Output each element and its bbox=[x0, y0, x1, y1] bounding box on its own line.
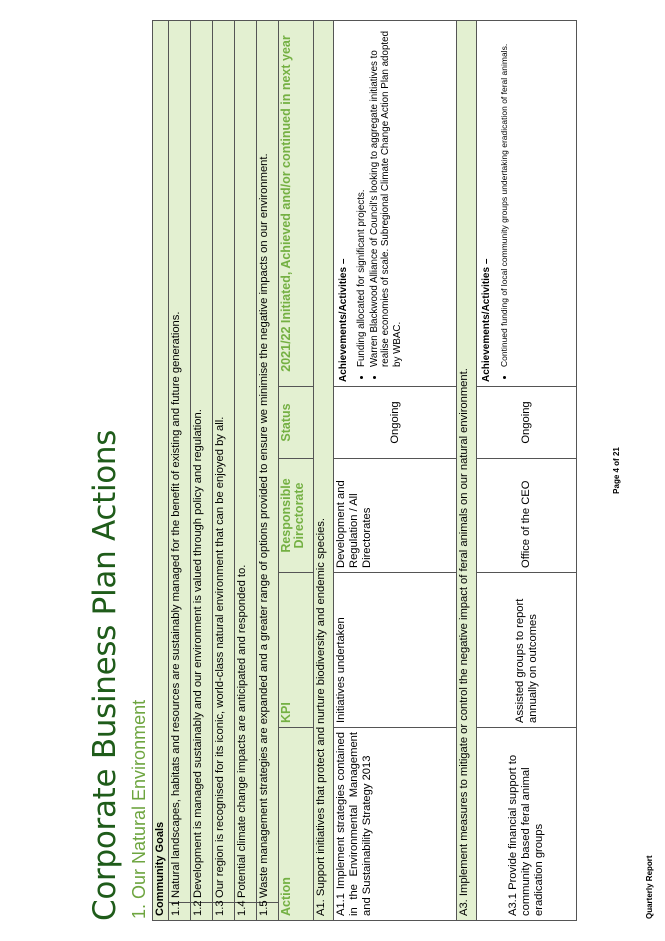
section-heading: A3. Implement measures to mitigate or control the negative impact of feral animals on our natural environment. bbox=[457, 21, 477, 921]
action-cell: A1.1 Implement strategies contained in the Environmental Management and Sustainability Strategy 2013 bbox=[334, 728, 457, 921]
achievements-title: Achievements/Activities – bbox=[481, 258, 492, 382]
list-item: • Continued funding of local community groups undertaking eradication of feral animals. bbox=[499, 25, 510, 367]
goal-number: 1.1 bbox=[169, 903, 191, 921]
header-achieved: 2021/22 Initiated, Achieved and/or continued in next year bbox=[279, 21, 314, 387]
goal-row bbox=[257, 21, 279, 921]
achievements-cell bbox=[477, 21, 577, 387]
achievements-list bbox=[499, 25, 510, 382]
section-heading-row bbox=[314, 21, 334, 921]
goal-number: 1.2 bbox=[191, 903, 213, 921]
goal-number: 1.3 bbox=[213, 903, 235, 921]
achievements-cell bbox=[334, 21, 457, 387]
kpi-cell: Assisted groups to report annually on outcomes bbox=[477, 573, 577, 728]
action-cell: A3.1 Provide financial support to community based feral animal eradication groups bbox=[477, 728, 577, 921]
section-heading: A1. Support initiatives that protect and nurture biodiversity and endemic species. bbox=[314, 21, 334, 921]
status-cell: Ongoing bbox=[334, 387, 457, 459]
goal-number: 1.5 bbox=[257, 903, 279, 921]
status-cell: Ongoing bbox=[477, 387, 577, 459]
header-action: Action bbox=[279, 728, 314, 921]
page-title: Corporate Business Plan Actions bbox=[87, 429, 123, 921]
table-row bbox=[477, 21, 577, 921]
goal-text: Our region is recognised for its iconic, world-class natural environment that can be enjoyed by all. bbox=[213, 21, 235, 903]
actions-table bbox=[152, 20, 577, 921]
goal-text: Potential climate change impacts are anticipated and responded to. bbox=[235, 21, 257, 903]
goal-text: Waste management strategies are expanded and a greater range of options provided to ensure we minimise the negative impacts on our environment. bbox=[257, 21, 279, 903]
section-heading-row bbox=[457, 21, 477, 921]
directorate-cell: Office of the CEO bbox=[477, 459, 577, 573]
table-row bbox=[334, 21, 457, 921]
list-item: • Funding allocated for significant projects. bbox=[356, 25, 368, 367]
community-goals-heading: Community Goals bbox=[153, 21, 169, 921]
page-number: Page 4 of 21 bbox=[612, 447, 621, 494]
goal-row bbox=[191, 21, 213, 921]
header-status: Status bbox=[279, 387, 314, 459]
goal-text: Natural landscapes, habitats and resources are sustainably managed for the benefit of existing and future generations. bbox=[169, 21, 191, 903]
footer-report-label: Quarterly Report bbox=[645, 855, 654, 919]
goal-row bbox=[235, 21, 257, 921]
column-header-row bbox=[279, 21, 314, 921]
header-kpi: KPI bbox=[279, 573, 314, 728]
kpi-cell: Initiatives undertaken bbox=[334, 573, 457, 728]
directorate-cell: Development and Regulation / All Directorates bbox=[334, 459, 457, 573]
achievements-title: Achievements/Activities – bbox=[338, 258, 349, 382]
section-title: 1. Our Natural Environment bbox=[129, 699, 149, 919]
goal-row bbox=[213, 21, 235, 921]
community-goals-heading-row bbox=[153, 21, 169, 921]
list-item: • Warren Blackwood Alliance of Council's looking to aggregate initiatives to realise economies of scale. Subregional Climate Change Action Plan adopted by WBAC. bbox=[369, 25, 404, 367]
goal-row bbox=[169, 21, 191, 921]
header-directorate: Responsible Directorate bbox=[279, 459, 314, 573]
goal-number: 1.4 bbox=[235, 903, 257, 921]
goal-text: Development is managed sustainably and our environment is valued through policy and regulation. bbox=[191, 21, 213, 903]
achievements-list bbox=[356, 25, 403, 382]
